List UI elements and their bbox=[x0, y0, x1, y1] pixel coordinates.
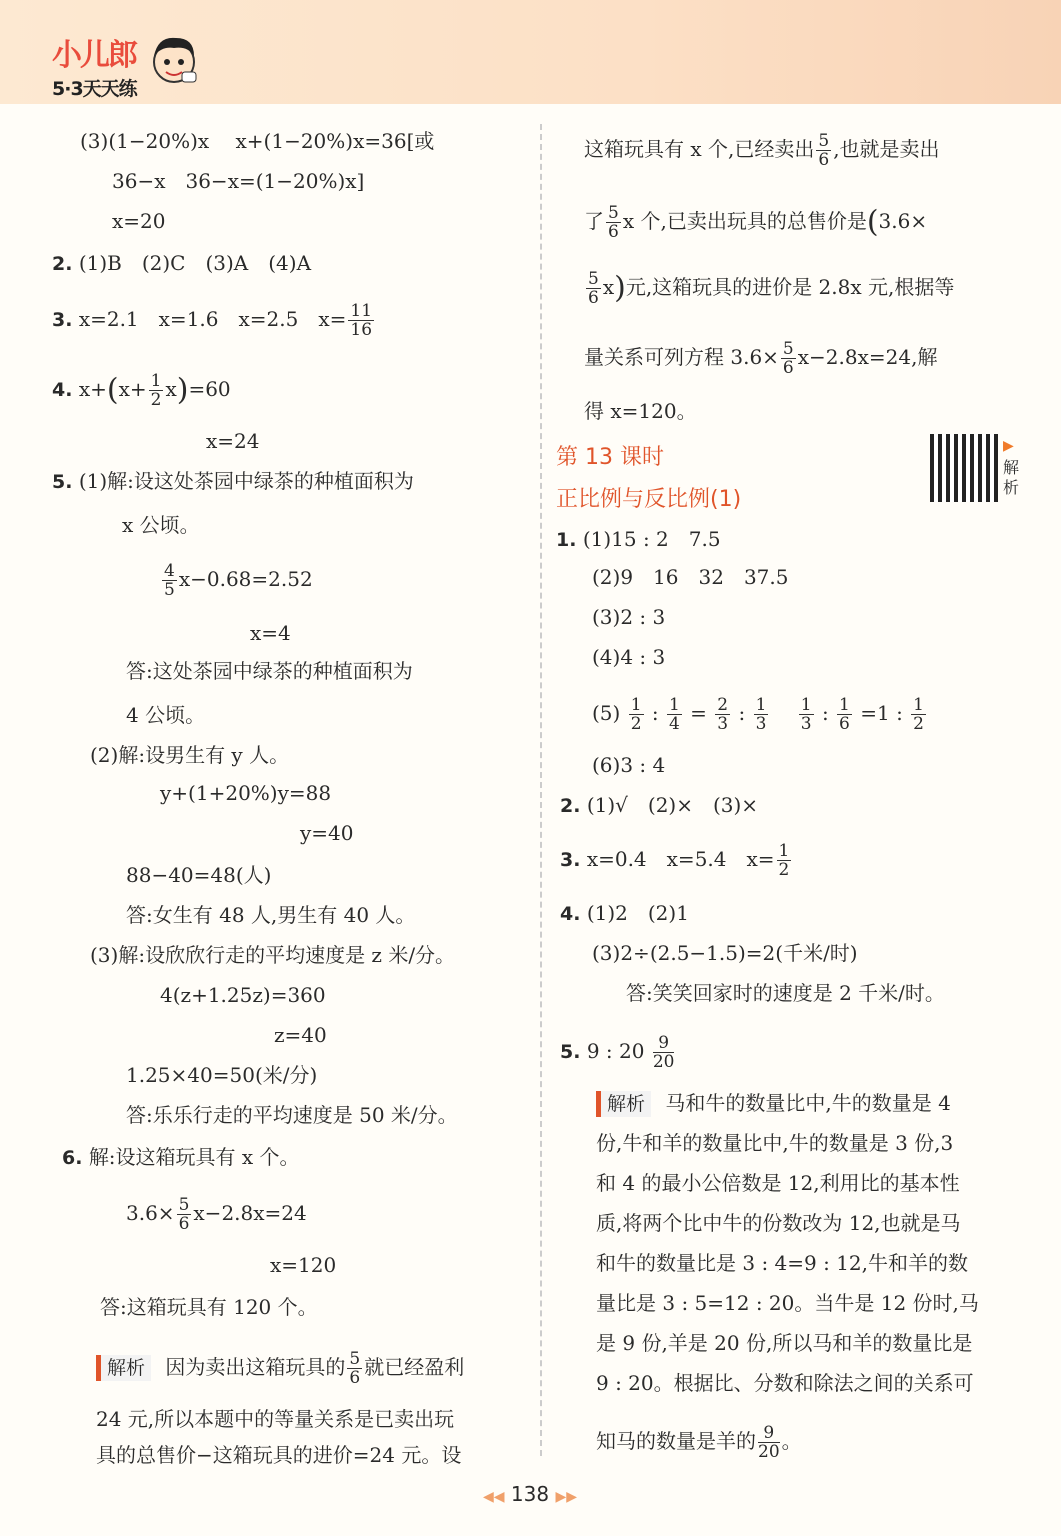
answer-line: 4 公顷。 bbox=[126, 703, 206, 727]
question-number: 4. bbox=[52, 379, 73, 401]
fraction: $\frac{4}{5}$ bbox=[164, 561, 175, 600]
answer-text: (5) bbox=[592, 701, 621, 725]
fraction: $\frac{1}{2}$ bbox=[913, 695, 924, 734]
answer-line: 答:笑笑回家时的速度是 2 千米/时。 bbox=[626, 981, 945, 1005]
question-number: 5. bbox=[52, 471, 73, 493]
answer-line: 答:乐乐行走的平均速度是 50 米/分。 bbox=[126, 1103, 458, 1127]
question-number: 3. bbox=[560, 849, 581, 871]
question-number: 3. bbox=[52, 309, 73, 331]
analysis-text: 就已经盈利 bbox=[364, 1355, 465, 1379]
equation-line bbox=[126, 1196, 307, 1233]
fraction: $\frac{1}{2}$ bbox=[630, 695, 642, 734]
answer-text: x bbox=[165, 377, 177, 401]
question-6 bbox=[62, 1144, 300, 1171]
fraction: $\frac{5}{6}$ bbox=[608, 203, 619, 242]
question-3 bbox=[52, 302, 376, 339]
analysis-line bbox=[584, 340, 937, 377]
answer-line: y=40 bbox=[300, 821, 354, 845]
question-number: 2. bbox=[560, 795, 581, 817]
fraction: $\frac{5}{6}$ bbox=[178, 1195, 190, 1234]
analysis-text: 马和牛的数量比中,牛的数量是 4 bbox=[665, 1091, 951, 1115]
answer-line: (3)2 : 3 bbox=[592, 605, 666, 629]
logo-subtitle: 5·3天天练 bbox=[52, 78, 137, 100]
analysis-line: 和 4 的最小公倍数是 12,利用比的基本性 bbox=[596, 1171, 960, 1195]
left-arrows-icon: ◀◀ bbox=[483, 1489, 505, 1505]
play-arrow-icon: ▶ bbox=[1003, 438, 1014, 454]
answer-line: (3)解:设欣欣行走的平均速度是 z 米/分。 bbox=[90, 943, 456, 967]
analysis-text: x bbox=[602, 275, 615, 299]
analysis-text: 这箱玩具有 x 个,已经卖出 bbox=[584, 137, 815, 161]
analysis-line: 具的总售价−这箱玩具的进价=24 元。设 bbox=[96, 1443, 462, 1467]
answer-line: 4(z+1.25z)=360 bbox=[160, 983, 326, 1007]
fraction: $\frac{9}{20}$ bbox=[652, 1033, 675, 1072]
analysis-line: 24 元,所以本题中的等量关系是已卖出玩 bbox=[96, 1407, 455, 1431]
answer-line: x 公顷。 bbox=[122, 513, 200, 537]
fraction: $\frac{1}{3}$ bbox=[800, 695, 812, 734]
boy-mascot-icon bbox=[148, 32, 200, 92]
ratio-line: (5) $\frac{1}{2}$ : $\frac{1}{4}$ = $\frac{2}{3}$ : $\frac{1}{3}$ $\frac{1}{3}$ : $\frac{1}{6}$ =1 : $\frac{1}{2}$ bbox=[592, 695, 924, 734]
answer-text: =60 bbox=[188, 377, 231, 401]
answer-line: z=40 bbox=[274, 1023, 327, 1047]
question-5 bbox=[52, 468, 414, 495]
answer-line: x=120 bbox=[270, 1253, 337, 1277]
answer-line: x=24 bbox=[206, 429, 260, 453]
answer-line: 36−x 36−x=(1−20%)x] bbox=[112, 169, 365, 193]
section-title: 正比例与反比例(1) bbox=[556, 487, 742, 512]
answer-text: 3.6× bbox=[126, 1201, 175, 1225]
answer-line: y+(1+20%)y=88 bbox=[160, 781, 332, 805]
answer-text: x+ bbox=[78, 377, 107, 401]
answer-text: x=0.4 x=5.4 x= bbox=[586, 847, 775, 871]
answer-line: x=4 bbox=[250, 621, 291, 645]
question-number: 4. bbox=[560, 903, 581, 925]
answer-line: 88−40=48(人) bbox=[126, 863, 272, 887]
analysis-line bbox=[596, 1424, 802, 1461]
fraction: $\frac{1}{4}$ bbox=[668, 695, 680, 734]
fraction: $\frac{5}{6}$ bbox=[782, 339, 794, 378]
answer-line: (4)4 : 3 bbox=[592, 645, 666, 669]
answer-text: x−0.68=2.52 bbox=[178, 567, 313, 591]
fraction: $\frac{2}{3}$ bbox=[717, 695, 729, 734]
analysis-text: ,也就是卖出 bbox=[833, 137, 940, 161]
lesson-title: 第 13 课时 bbox=[556, 445, 664, 470]
fraction: $\frac{5}{6}$ bbox=[818, 131, 830, 170]
analysis-line bbox=[596, 1090, 951, 1117]
brand-logo bbox=[38, 30, 208, 104]
question-5 bbox=[560, 1034, 676, 1071]
fraction: $\frac{11}{16}$ bbox=[350, 301, 373, 340]
analysis-line: 质,将两个比中牛的份数改为 12,也就是马 bbox=[596, 1211, 961, 1235]
page-number bbox=[460, 1482, 600, 1506]
answer-line: 答:女生有 48 人,男生有 40 人。 bbox=[126, 903, 416, 927]
answer-line: (2)解:设男生有 y 人。 bbox=[90, 743, 290, 767]
analysis-text: 量关系可列方程 3.6× bbox=[584, 345, 779, 369]
question-4: 4. x+(x+ $\frac{1}{2}$ x)=60 bbox=[52, 371, 231, 410]
question-number: 2. bbox=[52, 253, 73, 275]
page-number-text: 138 bbox=[510, 1482, 550, 1506]
question-number: 6. bbox=[62, 1147, 83, 1169]
analysis-line bbox=[96, 1350, 464, 1387]
question-3 bbox=[560, 842, 793, 879]
analysis-tag: 解析 bbox=[596, 1091, 651, 1117]
fraction: $\frac{1}{6}$ bbox=[839, 695, 850, 734]
analysis-text: 3.6× bbox=[878, 209, 928, 233]
qr-code[interactable] bbox=[930, 434, 998, 502]
answer-text: 9 : 20 bbox=[586, 1039, 645, 1063]
answer-text: (1)15 : 2 7.5 bbox=[582, 527, 721, 551]
analysis-line: 得 x=120。 bbox=[584, 399, 697, 423]
question-number: 1. bbox=[556, 529, 577, 551]
analysis-tag: 解析 bbox=[96, 1355, 151, 1381]
analysis-text: x 个,已卖出玩具的总售价是 bbox=[622, 209, 867, 233]
analysis-text: 知马的数量是羊的 bbox=[596, 1429, 756, 1453]
answer-text: (1)2 (2)1 bbox=[586, 901, 689, 925]
answer-text: (1)B (2)C (3)A (4)A bbox=[78, 251, 312, 275]
fraction: $\frac{1}{2}$ bbox=[778, 841, 790, 880]
analysis-text: 因为卖出这箱玩具的 bbox=[165, 1355, 346, 1379]
analysis-line: $\frac{5}{6}$ x)元,这箱玩具的进价是 2.8x 元,根据等 bbox=[588, 269, 955, 308]
analysis-text: 。 bbox=[781, 1429, 802, 1453]
analysis-line: 量比是 3 : 5=12 : 20。当牛是 12 份时,马 bbox=[596, 1291, 979, 1315]
analysis-line: 份,牛和羊的数量比中,牛的数量是 3 份,3 bbox=[596, 1131, 954, 1155]
fraction: $\frac{1}{3}$ bbox=[755, 695, 767, 734]
analysis-line: 是 9 份,羊是 20 份,所以马和羊的数量比是 bbox=[596, 1331, 973, 1355]
analysis-text: 了 bbox=[584, 209, 604, 233]
answer-line: 1.25×40=50(米/分) bbox=[126, 1063, 318, 1087]
question-number: 5. bbox=[560, 1041, 581, 1063]
analysis-text: 元,这箱玩具的进价是 2.8x 元,根据等 bbox=[625, 275, 955, 299]
analysis-line: 和牛的数量比是 3 : 4=9 : 12,牛和羊的数 bbox=[596, 1251, 969, 1275]
answer-text: 解:设这箱玩具有 x 个。 bbox=[88, 1145, 300, 1169]
answer-text: x=2.1 x=1.6 x=2.5 x= bbox=[78, 307, 347, 331]
analysis-line bbox=[584, 132, 940, 169]
fraction: $\frac{9}{20}$ bbox=[758, 1423, 780, 1462]
qr-label: 解析 bbox=[1003, 458, 1020, 497]
question-2 bbox=[560, 792, 758, 819]
right-arrows-icon: ▶▶ bbox=[555, 1489, 577, 1505]
answer-line: (6)3 : 4 bbox=[592, 753, 666, 777]
analysis-line: 9 : 20。根据比、分数和除法之间的关系可 bbox=[596, 1371, 974, 1395]
fraction: $\frac{5}{6}$ bbox=[588, 269, 599, 308]
column-divider bbox=[540, 124, 542, 1456]
analysis-text: x−2.8x=24,解 bbox=[797, 345, 938, 369]
answer-text: (1)√ (2)× (3)× bbox=[586, 793, 759, 817]
question-4 bbox=[560, 900, 689, 927]
analysis-line: 了 $\frac{5}{6}$ x 个,已卖出玩具的总售价是(3.6× bbox=[584, 203, 928, 242]
answer-text: (1)解:设这处茶园中绿茶的种植面积为 bbox=[78, 469, 414, 493]
logo-title: 小儿郎 bbox=[52, 38, 136, 73]
question-2 bbox=[52, 250, 311, 277]
answer-line: x=20 bbox=[112, 209, 166, 233]
question-1 bbox=[556, 526, 721, 553]
fraction: $\frac{5}{6}$ bbox=[349, 1349, 361, 1388]
equation-line bbox=[160, 562, 313, 599]
answer-line: (2)9 16 32 37.5 bbox=[592, 565, 789, 589]
answer-line: 答:这处茶园中绿茶的种植面积为 bbox=[126, 659, 413, 683]
answer-line: (3)2÷(2.5−1.5)=2(千米/时) bbox=[592, 941, 858, 965]
answer-line: 答:这箱玩具有 120 个。 bbox=[100, 1295, 318, 1319]
answer-text: x+ bbox=[118, 377, 147, 401]
answer-text: x−2.8x=24 bbox=[193, 1201, 307, 1225]
answer-line: (3)(1−20%)x x+(1−20%)x=36[或 bbox=[80, 129, 435, 153]
fraction: $\frac{1}{2}$ bbox=[150, 371, 162, 410]
